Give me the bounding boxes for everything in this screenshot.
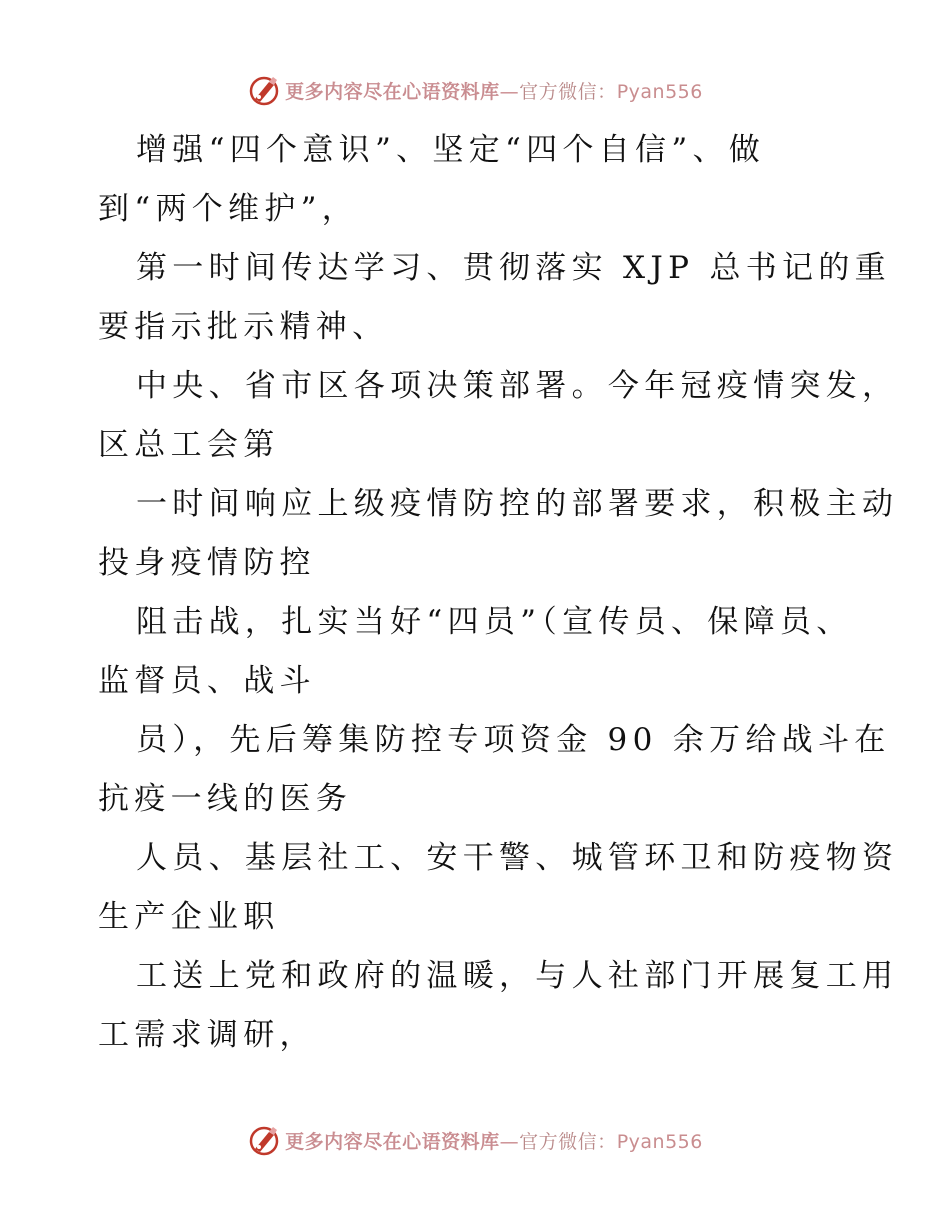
banner-prefix: 更多内容尽在心语资料库 [285, 1130, 500, 1153]
text-line: 人员、基层社工、安干警、城管环卫和防疫物资 [136, 840, 899, 876]
text-line: 工需求调研， [98, 1017, 316, 1053]
text-line: 阻击战，扎实当好“四员”（宣传员、保障员、 [136, 604, 853, 640]
paragraph [98, 239, 891, 357]
banner-separator: — [499, 80, 520, 103]
paragraph [98, 711, 891, 829]
paragraph [98, 357, 899, 475]
text-line: 第一时间传达学习、贯彻落实 XJP 总书记的重 [136, 250, 891, 286]
pen-logo-icon [247, 73, 281, 107]
text-line: 生产企业职 [98, 899, 280, 935]
text-line: 一时间响应上级疫情防控的部署要求，积极主动 [136, 486, 899, 522]
header-banner [0, 72, 950, 108]
banner-prefix: 更多内容尽在心语资料库 [285, 80, 500, 103]
paragraph [98, 593, 858, 711]
text-line: 抗疫一线的医务 [98, 781, 353, 817]
text-line: 到“两个维护”， [98, 191, 359, 227]
text-line: 增强“四个意识”、坚定“四个自信”、做 [136, 132, 766, 168]
banner-text [285, 1127, 703, 1154]
text-line: 中央、省市区各项决策部署。今年冠疫情突发， [136, 368, 899, 404]
paragraph [98, 475, 899, 593]
text-line: 工送上党和政府的温暖，与人社部门开展复工用 [136, 958, 899, 994]
pen-logo-icon [247, 1123, 281, 1157]
banner-wechat-id: Pyan556 [616, 80, 703, 103]
text-line: 员），先后筹集防控专项资金 90 余万给战斗在 [136, 722, 891, 758]
text-line: 投身疫情防控 [98, 545, 316, 581]
footer-banner [0, 1122, 950, 1158]
paragraph [98, 121, 858, 239]
text-line: 监督员、战斗 [98, 663, 316, 699]
paragraph [98, 829, 899, 947]
text-line: 区总工会第 [98, 427, 280, 463]
banner-wechat-id: Pyan556 [616, 1130, 703, 1153]
text-line: 要指示批示精神、 [98, 309, 389, 345]
document-body [98, 121, 899, 1065]
banner-separator: — [499, 1130, 520, 1153]
banner-wechat-label: 官方微信： [519, 80, 617, 103]
banner-wechat-label: 官方微信： [519, 1130, 617, 1153]
banner-text [285, 77, 703, 104]
paragraph [98, 947, 899, 1065]
